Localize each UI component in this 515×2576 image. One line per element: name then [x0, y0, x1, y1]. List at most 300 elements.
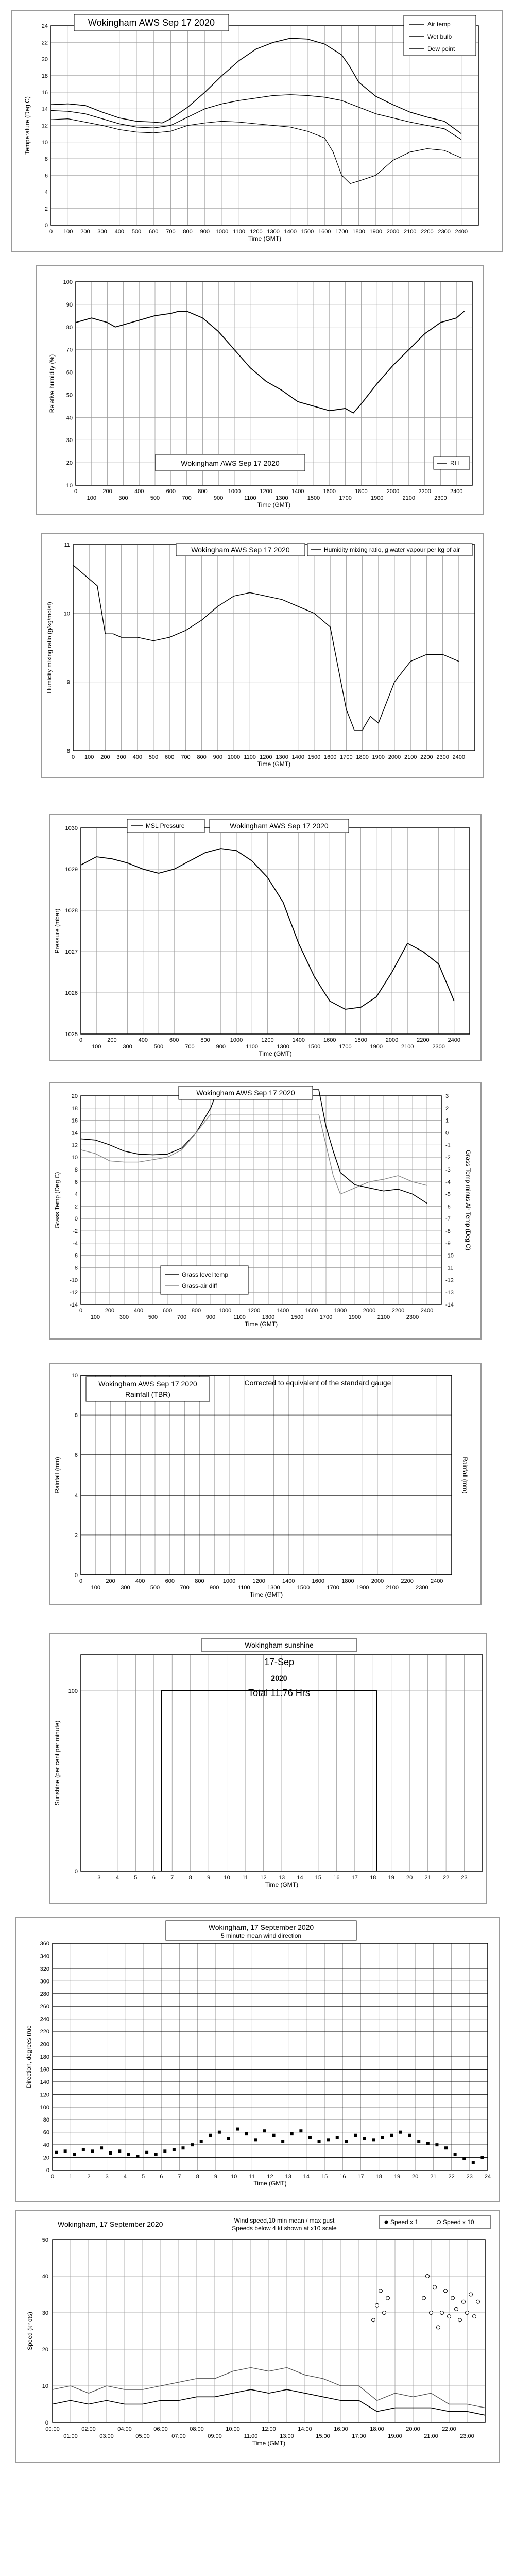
y-tick-label: 4	[74, 1191, 78, 1198]
x-tick-label: 2000	[386, 488, 400, 495]
x-tick-label: 10	[224, 1875, 230, 1881]
y-tick-label: 0	[44, 223, 48, 229]
x-tick-label: 1700	[335, 229, 348, 235]
x-tick-label: 10:00	[226, 2426, 240, 2432]
air-temperature-chart	[11, 10, 503, 252]
y2-tick-label: -6	[445, 1204, 451, 1210]
y-tick-label: 40	[42, 2274, 48, 2280]
legend-entry: Grass level temp	[182, 1271, 229, 1278]
x-tick-label: 2400	[452, 754, 466, 760]
y-tick-label: 20	[42, 2347, 48, 2353]
y-tick-label: 10	[71, 1372, 78, 1379]
chart-date: 17-Sep	[264, 1657, 295, 1667]
y-tick-label: 9	[66, 679, 70, 686]
x-tick-label: 22	[442, 1875, 450, 1881]
y-tick-label: 8	[74, 1412, 78, 1419]
x-tick-label: 1500	[307, 1044, 321, 1050]
x-tick-label: 2000	[386, 229, 400, 235]
legend-entry: MSL Pressure	[146, 822, 185, 829]
y-axis-label: Direction, degrees true	[25, 2025, 32, 2088]
x-tick-label: 2400	[448, 1037, 461, 1043]
direction-point	[64, 2149, 67, 2153]
x-tick-label: 2300	[432, 1044, 445, 1050]
y2-tick-label: -2	[445, 1155, 451, 1161]
legend-entry: Dew point	[427, 45, 455, 53]
speed-x10-point	[426, 2275, 430, 2278]
x-tick-label: 2200	[391, 1308, 405, 1314]
speed-x10-point	[437, 2326, 440, 2329]
x-tick-label: 700	[180, 1585, 190, 1591]
direction-point	[109, 2151, 112, 2155]
chart-title: Wokingham, 17 September 2020	[208, 1923, 314, 1931]
y-axis-label: Sunshine (per cent per minute)	[54, 1720, 61, 1806]
y-axis-label: Rainfall (mm)	[54, 1456, 61, 1494]
direction-point	[336, 2136, 339, 2139]
x-axis-label: Time (GMT)	[249, 1591, 283, 1598]
x-tick-label: 15:00	[316, 2433, 330, 2439]
y-tick-label: -12	[70, 1290, 78, 1296]
x-tick-label: 1100	[237, 1585, 250, 1591]
x-tick-label: 700	[177, 1314, 187, 1320]
y-tick-label: 1027	[65, 949, 78, 955]
x-axis-label: Time (GMT)	[244, 1320, 278, 1328]
x-tick-label: 700	[181, 754, 191, 760]
y2-tick-label: 0	[445, 1130, 449, 1137]
direction-point	[408, 2134, 411, 2137]
chart-title: Wokingham AWS Sep 17 2020	[191, 546, 290, 554]
y-tick-label: 1029	[65, 867, 78, 873]
x-tick-label: 1400	[291, 488, 304, 495]
x-tick-label: 1800	[354, 1037, 367, 1043]
x-tick-label: 1200	[261, 1037, 274, 1043]
x-tick-label: 1000	[230, 1037, 243, 1043]
direction-point	[390, 2134, 393, 2137]
y-tick-label: 30	[66, 437, 73, 444]
x-tick-label: 9	[207, 1875, 211, 1881]
x-tick-label: 10	[230, 2174, 237, 2180]
x-tick-label: 2100	[404, 754, 417, 760]
y-tick-label: 0	[74, 1216, 78, 1223]
x-tick-label: 16:00	[334, 2426, 348, 2432]
x-tick-label: 1400	[291, 754, 305, 760]
chart-subtitle: Wind speed,10 min mean / max gust	[234, 2217, 335, 2224]
x-tick-label: 800	[198, 488, 208, 495]
x-tick-label: 800	[183, 229, 193, 235]
legend-box	[161, 1266, 248, 1294]
y-axis-label: Relative humidity (%)	[48, 354, 56, 413]
x-tick-label: 500	[148, 754, 159, 760]
y-tick-label: 18	[71, 1105, 78, 1112]
x-tick-label: 400	[114, 229, 124, 235]
legend-entry: Air temp	[427, 21, 451, 28]
direction-point	[318, 2140, 321, 2143]
sunshine-svg	[50, 1634, 488, 1905]
y-tick-label: 10	[63, 611, 70, 617]
y2-tick-label: -1	[445, 1142, 451, 1149]
y-tick-label: 22	[41, 40, 48, 46]
y-tick-label: 10	[66, 483, 73, 489]
y-tick-label: 240	[40, 2016, 49, 2023]
x-tick-label: 1000	[215, 229, 229, 235]
x-tick-label: 00:00	[45, 2426, 60, 2432]
y-tick-label: 24	[41, 23, 48, 29]
x-tick-label: 1300	[267, 229, 280, 235]
x-tick-label: 2100	[403, 229, 417, 235]
x-tick-label: 07:00	[171, 2433, 186, 2439]
x-tick-label: 1100	[233, 1314, 246, 1320]
x-tick-label: 5	[141, 2174, 145, 2180]
x-tick-label: 1800	[341, 1578, 354, 1584]
x-tick-label: 11:00	[244, 2433, 258, 2439]
speed-x10-point	[458, 2318, 462, 2322]
direction-point	[200, 2140, 203, 2143]
x-tick-label: 1100	[246, 1044, 259, 1050]
x-tick-label: 1300	[267, 1585, 280, 1591]
speed-x10-point	[448, 2315, 451, 2318]
relative-humidity-svg	[37, 266, 485, 516]
y-tick-label: 10	[42, 2383, 48, 2389]
x-tick-label: 900	[200, 229, 210, 235]
y-tick-label: 2	[74, 1204, 78, 1210]
direction-point	[154, 2153, 158, 2156]
x-tick-label: 700	[182, 495, 192, 501]
x-tick-label: 23	[461, 1875, 468, 1881]
y-tick-label: 40	[43, 2142, 49, 2149]
wind-direction-svg	[16, 1918, 501, 2204]
y-tick-label: 50	[66, 392, 73, 399]
y2-tick-label: -12	[445, 1277, 454, 1284]
y-tick-label: 220	[40, 2029, 49, 2036]
y-tick-label: 6	[74, 1179, 78, 1185]
direction-point	[254, 2138, 257, 2141]
speed-x10-point	[462, 2300, 466, 2303]
y-tick-label: 60	[43, 2129, 49, 2136]
y-tick-label: 40	[66, 415, 73, 421]
x-tick-label: 300	[123, 1044, 132, 1050]
x-tick-label: 900	[216, 1044, 226, 1050]
x-axis-label: Time (GMT)	[259, 1050, 292, 1057]
y-tick-label: 80	[66, 324, 73, 331]
direction-point	[435, 2143, 438, 2146]
speed-x10-point	[386, 2296, 390, 2300]
direction-point	[272, 2134, 276, 2137]
x-tick-label: 2000	[385, 1037, 399, 1043]
y-tick-label: 11	[64, 542, 70, 548]
speed-x10-point	[422, 2296, 426, 2300]
y-tick-label: 360	[40, 1941, 49, 1947]
speed-x10-point	[476, 2300, 480, 2303]
direction-point	[236, 2128, 239, 2131]
direction-point	[399, 2131, 402, 2134]
series-line-rh	[76, 311, 465, 413]
chart-title: Wokingham AWS Sep 17 2020	[98, 1380, 197, 1388]
legend-swatch	[385, 2221, 388, 2224]
x-tick-label: 2000	[363, 1308, 376, 1314]
x-tick-label: 8	[188, 1875, 192, 1881]
x-tick-label: 8	[196, 2174, 199, 2180]
speed-x10-point	[433, 2285, 437, 2289]
y-tick-label: 16	[71, 1117, 78, 1124]
x-tick-label: 7	[170, 1875, 174, 1881]
y-tick-label: 8	[44, 156, 48, 162]
x-tick-label: 6	[160, 2174, 163, 2180]
x-tick-label: 1200	[260, 754, 272, 760]
y-tick-label: 14	[71, 1130, 78, 1137]
y2-axis-label: Rainfall (mm)	[461, 1456, 469, 1494]
grass-temperature-chart	[49, 1082, 482, 1340]
x-tick-label: 11	[242, 1875, 248, 1881]
x-tick-label: 400	[132, 754, 142, 760]
direction-point	[444, 2146, 448, 2149]
x-tick-label: 600	[166, 488, 176, 495]
mixing-ratio-chart	[41, 533, 484, 778]
speed-x10-point	[466, 2311, 469, 2315]
speed-x10-point	[379, 2289, 383, 2293]
y-tick-label: 0	[45, 2420, 48, 2426]
x-tick-label: 06:00	[153, 2426, 168, 2432]
y-tick-label: 20	[66, 460, 73, 467]
y-tick-label: 6	[74, 1452, 78, 1459]
x-tick-label: 1500	[307, 495, 320, 501]
y2-tick-label: -13	[445, 1290, 454, 1296]
y-tick-label: 8	[66, 748, 70, 754]
x-tick-label: 1500	[290, 1314, 304, 1320]
direction-point	[426, 2142, 430, 2145]
x-tick-label: 12:00	[262, 2426, 276, 2432]
y2-axis-label: Grass Temp minus Air Temp (Deg C)	[465, 1150, 472, 1250]
x-tick-label: 15	[321, 2174, 328, 2180]
y2-tick-label: 3	[445, 1093, 449, 1099]
x-tick-label: 1700	[319, 1314, 333, 1320]
x-tick-label: 300	[119, 1314, 129, 1320]
speed-x10-point	[372, 2318, 375, 2322]
y-tick-label: 340	[40, 1953, 49, 1960]
rainfall-chart	[49, 1363, 482, 1605]
x-axis-label: Time (GMT)	[265, 1881, 299, 1888]
wind-direction-chart	[15, 1917, 500, 2202]
y-tick-label: 20	[41, 56, 48, 63]
x-tick-label: 6	[152, 1875, 156, 1881]
x-tick-label: 1100	[244, 754, 256, 760]
x-tick-label: 400	[138, 1037, 148, 1043]
air-temperature-svg	[12, 11, 504, 253]
direction-point	[363, 2137, 366, 2140]
x-tick-label: 2100	[402, 495, 416, 501]
x-tick-label: 19	[393, 2174, 401, 2180]
x-tick-label: 2300	[434, 495, 447, 501]
direction-point	[327, 2138, 330, 2141]
legend-entry: Humidity mixing ratio, g water vapour per kg of air	[324, 546, 460, 553]
direction-point	[82, 2148, 85, 2151]
legend-entry: Wet bulb	[427, 33, 452, 40]
x-tick-label: 04:00	[117, 2426, 132, 2432]
y-tick-label: 20	[43, 2155, 49, 2161]
y2-tick-label: -10	[445, 1252, 454, 1259]
x-tick-label: 100	[91, 1585, 100, 1591]
direction-point	[182, 2146, 185, 2149]
x-tick-label: 500	[148, 1314, 158, 1320]
x-tick-label: 1000	[227, 754, 241, 760]
x-axis-label: Time (GMT)	[257, 501, 291, 509]
x-tick-label: 500	[153, 1044, 164, 1050]
direction-point	[308, 2136, 312, 2139]
y-tick-label: 8	[74, 1166, 78, 1173]
y-axis-label: Temperature (Deg C)	[24, 96, 31, 155]
x-tick-label: 200	[102, 488, 112, 495]
x-tick-label: 800	[195, 1578, 204, 1584]
x-tick-label: 5	[134, 1875, 138, 1881]
x-tick-label: 0	[74, 488, 78, 495]
x-tick-label: 17	[357, 2174, 364, 2180]
x-axis-label: Time (GMT)	[248, 235, 282, 242]
y-tick-label: 100	[68, 1688, 78, 1694]
x-axis-label: Time (GMT)	[253, 2180, 287, 2187]
x-tick-label: 4	[115, 1875, 119, 1881]
y-tick-label: 10	[71, 1155, 78, 1161]
legend-swatch	[437, 2221, 441, 2224]
x-tick-label: 600	[165, 754, 175, 760]
direction-point	[218, 2131, 221, 2134]
x-tick-label: 1600	[323, 488, 336, 495]
speed-x10-point	[440, 2311, 444, 2315]
x-tick-label: 0	[79, 1308, 83, 1314]
x-tick-label: 700	[166, 229, 176, 235]
y-tick-label: 30	[42, 2310, 48, 2316]
x-tick-label: 01:00	[63, 2433, 78, 2439]
x-tick-label: 100	[87, 495, 96, 501]
x-tick-label: 21:00	[424, 2433, 438, 2439]
legend-entry: RH	[450, 460, 459, 467]
x-tick-label: 13	[278, 1875, 285, 1881]
speed-x10-point	[469, 2293, 473, 2296]
y-tick-label: 320	[40, 1965, 49, 1972]
wind-speed-chart	[15, 2210, 500, 2463]
y-tick-label: 0	[74, 1572, 78, 1579]
chart-total: Total 11.76 Hrs	[248, 1688, 310, 1698]
x-tick-label: 1500	[307, 754, 321, 760]
x-tick-label: 11	[249, 2174, 255, 2180]
y-tick-label: 280	[40, 1991, 49, 1997]
x-tick-label: 23:00	[460, 2433, 474, 2439]
x-tick-label: 1500	[301, 229, 314, 235]
y-tick-label: -10	[70, 1277, 78, 1284]
direction-point	[209, 2134, 212, 2137]
y-tick-label: -8	[73, 1265, 78, 1272]
x-tick-label: 03:00	[99, 2433, 114, 2439]
x-tick-label: 1700	[340, 754, 353, 760]
direction-point	[281, 2140, 284, 2143]
x-tick-label: 18	[370, 1875, 376, 1881]
x-tick-label: 1400	[292, 1037, 305, 1043]
x-tick-label: 500	[150, 1585, 160, 1591]
x-tick-label: 1900	[370, 1044, 383, 1050]
x-tick-label: 300	[116, 754, 126, 760]
y-tick-label: 10	[41, 139, 48, 146]
y-tick-label: -2	[73, 1228, 78, 1235]
x-tick-label: 17:00	[352, 2433, 366, 2439]
y-tick-label: 0	[46, 2167, 49, 2174]
y-tick-label: 0	[74, 1869, 78, 1875]
direction-point	[245, 2132, 248, 2135]
y-tick-label: 2	[44, 206, 48, 212]
direction-point	[299, 2129, 302, 2132]
plot-frame	[81, 828, 470, 1034]
chart-title: Wokingham, 17 September 2020	[58, 2220, 163, 2228]
x-tick-label: 300	[97, 229, 107, 235]
x-tick-label: 13	[285, 2174, 291, 2180]
wind-speed-svg	[16, 2211, 501, 2464]
x-tick-label: 02:00	[81, 2426, 96, 2432]
x-tick-label: 0	[71, 754, 75, 760]
y-tick-label: 100	[63, 279, 73, 285]
x-tick-label: 20	[412, 2174, 419, 2180]
x-tick-label: 0	[49, 229, 53, 235]
x-tick-label: 16	[339, 2174, 346, 2180]
x-tick-label: 600	[165, 1578, 175, 1584]
direction-point	[462, 2157, 466, 2160]
x-tick-label: 1300	[276, 754, 288, 760]
x-tick-label: 1400	[284, 229, 297, 235]
y-tick-label: 4	[44, 189, 48, 196]
legend-entry: Speed x 1	[390, 2218, 419, 2226]
x-tick-label: 2400	[455, 229, 468, 235]
x-tick-label: 200	[100, 754, 110, 760]
chart-title: Wokingham sunshine	[245, 1641, 314, 1649]
x-tick-label: 800	[197, 754, 207, 760]
x-tick-label: 1400	[282, 1578, 295, 1584]
y-tick-label: 20	[71, 1093, 78, 1099]
chart-subtitle: Rainfall (TBR)	[125, 1390, 170, 1398]
x-tick-label: 08:00	[190, 2426, 204, 2432]
x-tick-label: 2000	[371, 1578, 384, 1584]
y-tick-label: 1026	[65, 990, 78, 996]
plot-frame	[81, 1375, 452, 1575]
speed-x10-point	[430, 2311, 433, 2315]
direction-point	[145, 2151, 148, 2154]
y-tick-label: 300	[40, 1978, 49, 1985]
y-tick-label: 4	[74, 1492, 78, 1499]
direction-point	[55, 2151, 58, 2154]
direction-point	[417, 2140, 420, 2143]
chart-title: Wokingham AWS Sep 17 2020	[230, 822, 329, 830]
direction-point	[381, 2136, 384, 2139]
chart-subtitle: 5 minute mean wind direction	[220, 1932, 302, 1939]
x-tick-label: 800	[200, 1037, 210, 1043]
x-tick-label: 1800	[355, 488, 368, 495]
x-tick-label: 2200	[420, 754, 433, 760]
y-tick-label: 160	[40, 2066, 49, 2073]
x-tick-label: 2400	[450, 488, 463, 495]
direction-point	[118, 2149, 121, 2153]
x-tick-label: 900	[205, 1314, 216, 1320]
x-tick-label: 800	[191, 1308, 201, 1314]
x-tick-label: 13:00	[280, 2433, 294, 2439]
plot-frame	[81, 1096, 441, 1304]
x-tick-label: 1300	[262, 1314, 275, 1320]
x-tick-label: 1000	[218, 1308, 232, 1314]
x-tick-label: 300	[121, 1585, 130, 1591]
x-tick-label: 500	[150, 495, 160, 501]
y2-tick-label: 2	[445, 1105, 449, 1112]
x-tick-label: 1600	[312, 1578, 325, 1584]
y-tick-label: 12	[41, 123, 48, 129]
mixing-ratio-svg	[42, 534, 485, 779]
x-tick-label: 100	[84, 754, 94, 760]
x-tick-label: 900	[210, 1585, 219, 1591]
x-tick-label: 400	[133, 1308, 144, 1314]
y-tick-label: 1028	[65, 908, 78, 914]
direction-point	[191, 2143, 194, 2146]
